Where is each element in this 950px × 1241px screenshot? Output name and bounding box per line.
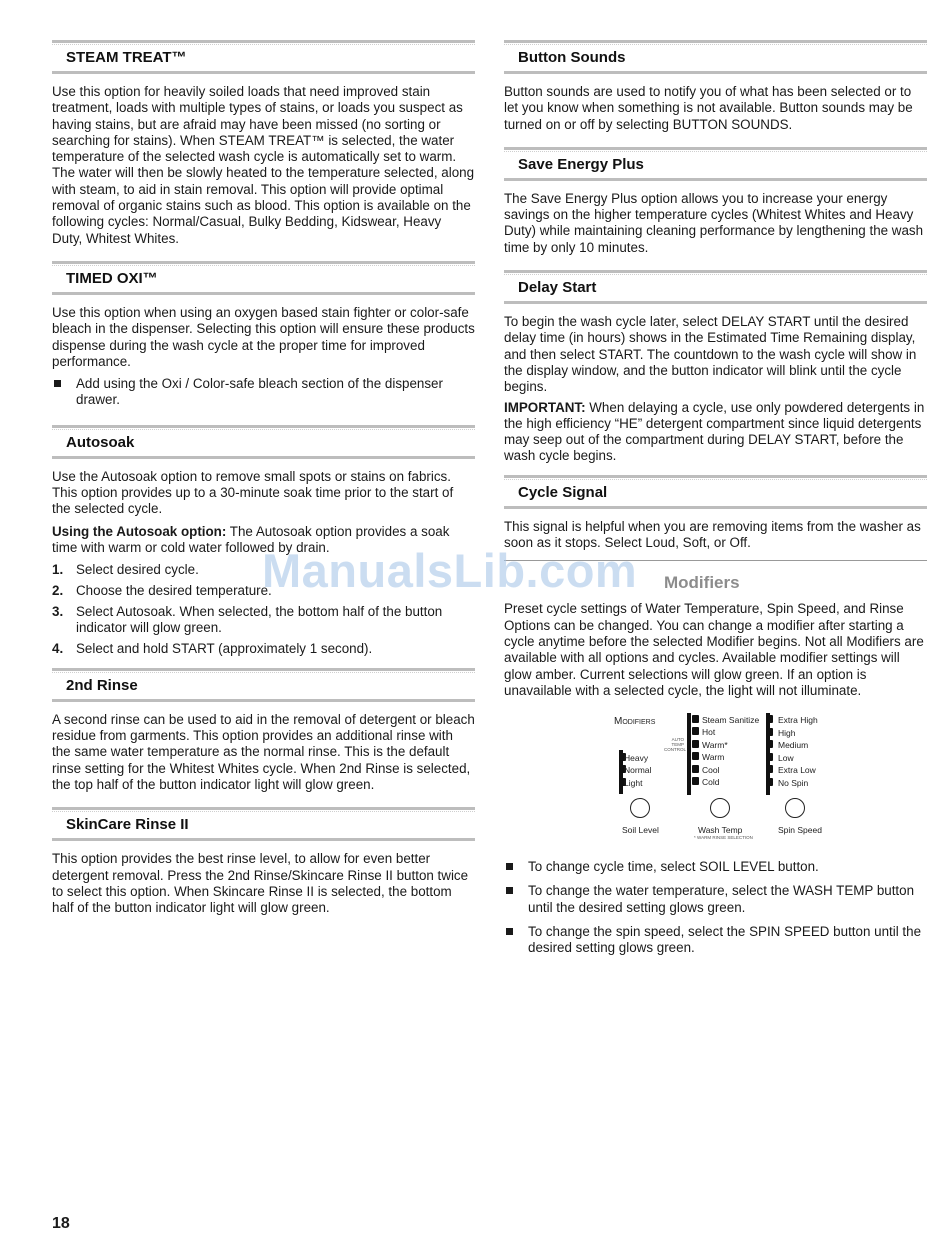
led-icon: [766, 778, 773, 786]
temp-hot-label: Hot: [702, 727, 716, 738]
cycle-signal-body: This signal is helpful when you are removing items from the washer as soon as it stops. Select Loud, Soft, or Off.: [504, 518, 921, 551]
steam-treat-body: Use this option for heavily soiled loads that need improved stain treatment, loads with multiple types of stains, or loads you suspect as having stains, but are afraid may have been missed (no sorting or searching for stains). When STEAM TREAT™ is selected, the water temperature of the selected wash cycle is automatically set to warm. The water will then be slowly heated to the temperature selected, along with steam, to aid in stain removal. This option will provide optimal removal of organic stains such as blood. This option is available on the following cycles: Normal/Casual, Bulky Bedding, Kidswear, Heavy Duty, Whitest Whites.: [52, 84, 475, 246]
soil-level-button-label: Soil Level: [622, 825, 659, 836]
warm-rinse-note: * WARM RINSE SELECTION: [694, 835, 753, 841]
timed-oxi-heading: TIMED OXI™: [52, 261, 475, 295]
led-icon: [692, 727, 699, 735]
second-rinse-heading: 2nd Rinse: [52, 668, 475, 702]
right-column: [504, 40, 927, 965]
temp-warm-label: Warm: [702, 752, 725, 763]
modifiers-heading: Modifiers: [504, 560, 927, 595]
bullet-square-icon: [506, 863, 513, 870]
spin-high-label: High: [778, 728, 796, 739]
list-item: To change the spin speed, select the SPIN SPEED button until the desired setting glows green.: [504, 924, 927, 957]
spin-extra-high-label: Extra High: [778, 715, 818, 726]
skincare-rinse-body: This option provides the best rinse level, to allow for even better detergent removal. Press the 2nd Rinse/Skincare Rinse II button twice to select this option. When Skincare Rinse II is selected, the bottom half of the button indicator light will glow green.: [52, 851, 469, 916]
led-icon: [692, 715, 699, 723]
delay-start-body: To begin the wash cycle later, select DELAY START until the desired delay time (in hours) shows in the Estimated Time Remaining display, and then select START. The countdown to the wash cycle will show in the display window, and the button indicator will blink until the cycle begins.: [504, 314, 917, 395]
wash-temp-button-icon[interactable]: [710, 798, 730, 818]
button-sounds-body: Button sounds are used to notify you of what has been selected or to let you know when something is not available. Button sounds may be turned on or off by selecting BUTTON SOUNDS.: [504, 84, 913, 132]
modifiers-control-panel: [504, 707, 927, 857]
page-number: 18: [52, 1215, 70, 1232]
list-item: To change the water temperature, select the WASH TEMP button until the desired setting glows green.: [504, 883, 927, 916]
modifiers-body: Preset cycle settings of Water Temperature, Spin Speed, and Rinse Options can be changed. You can change a modifier after starting a cycle anytime before the selected Modifier begins. Not all Modifiers are available with all options and cycles. Available modifier settings will glow amber. Current selections will glow green. If an option is unavailable with a selected cycle, the light will not illuminate.: [504, 601, 924, 698]
spin-medium-label: Medium: [778, 740, 809, 751]
skincare-rinse-heading: SkinCare Rinse II: [52, 807, 475, 841]
soil-level-button-icon[interactable]: [630, 798, 650, 818]
save-energy-body: The Save Energy Plus option allows you to increase your energy savings on the higher temperature cycles (Whitest Whites and Heavy Duty) while maintaining cleaning performance by lengthening the wash time by only 10 minutes.: [504, 190, 924, 255]
list-item: Add using the Oxi / Color-safe bleach section of the dispenser drawer.: [52, 376, 475, 409]
spin-speed-button-label: Spin Speed: [778, 825, 822, 836]
button-sounds-heading: Button Sounds: [504, 40, 927, 74]
autosoak-heading: Autosoak: [52, 425, 475, 459]
list-item: To change cycle time, select SOIL LEVEL button.: [504, 859, 927, 875]
temp-cold-label: Cold: [702, 777, 720, 788]
bullet-square-icon: [54, 380, 61, 387]
autosoak-steps: [52, 562, 475, 657]
cycle-signal-heading: Cycle Signal: [504, 475, 927, 509]
steam-treat-heading: STEAM TREAT™: [52, 40, 475, 74]
led-icon: [692, 740, 699, 748]
led-icon: [692, 765, 699, 773]
led-icon: [766, 753, 773, 761]
timed-oxi-body: Use this option when using an oxygen based stain fighter or color-safe bleach in the dispenser. Selecting this option will ensure these products dispense during the wash cycle at the proper time for improved performance.: [52, 304, 475, 369]
led-icon: [692, 752, 699, 760]
auto-temp-label: AUTO TEMP CONTROL: [664, 737, 687, 753]
panel-modifiers-label: Modifiers: [614, 716, 656, 728]
temp-cool-label: Cool: [702, 765, 720, 776]
delay-start-important: IMPORTANT: When delaying a cycle, use only powdered detergents in the high efficiency “HE” detergent compartment since liquid detergents may seep out of the compartment during DELAY START, before the wash cycle begins.: [504, 399, 925, 464]
autosoak-using: Using the Autosoak option: The Autosoak option provides a soak time with warm or cold water followed by drain.: [52, 523, 450, 555]
led-icon: [692, 777, 699, 785]
spin-low-label: Low: [778, 753, 794, 764]
list-item: 2. Choose the desired temperature.: [52, 583, 272, 599]
list-item: 1. Select desired cycle.: [52, 562, 199, 578]
wash-temp-bar: [687, 713, 691, 795]
modifiers-bullets: [504, 859, 927, 956]
delay-start-heading: Delay Start: [504, 270, 927, 304]
list-item: 4. Select and hold START (approximately 1 second).: [52, 640, 373, 656]
list-item: 3. Select Autosoak. When selected, the bottom half of the button indicator will glow green.: [52, 603, 443, 636]
bullet-square-icon: [506, 928, 513, 935]
bullet-square-icon: [506, 887, 513, 894]
spin-no-spin-label: No Spin: [778, 778, 809, 789]
timed-oxi-bullets: [52, 376, 475, 409]
led-icon: [766, 715, 773, 723]
save-energy-heading: Save Energy Plus: [504, 147, 927, 181]
manualslib-watermark: ManualsLib.com: [262, 544, 638, 597]
led-icon: [766, 728, 773, 736]
soil-heavy-label: Heavy: [624, 753, 649, 764]
second-rinse-body: A second rinse can be used to aid in the removal of detergent or bleach residue from garments. This option provides an additional rinse with the same water temperature as the normal rinse. This is the default rinse setting for the Whitest Whites cycle. When 2nd Rinse is selected, the top half of the button indicator light will glow green.: [52, 711, 475, 792]
temp-steam-sanitize-label: Steam Sanitize: [702, 715, 760, 726]
spin-extra-low-label: Extra Low: [778, 765, 816, 776]
spin-speed-button-icon[interactable]: [785, 798, 805, 818]
led-icon: [766, 765, 773, 773]
left-column: [52, 40, 475, 916]
led-icon: [766, 740, 773, 748]
temp-warm-star-label: Warm*: [702, 740, 728, 751]
wash-temp-button-label: Wash Temp: [698, 825, 743, 836]
soil-normal-label: Normal: [624, 765, 652, 776]
autosoak-body: Use the Autosoak option to remove small spots or stains on fabrics. This option provides up to a 30-minute soak time prior to the start of the selected cycle.: [52, 468, 454, 517]
soil-light-label: Light: [624, 778, 643, 789]
